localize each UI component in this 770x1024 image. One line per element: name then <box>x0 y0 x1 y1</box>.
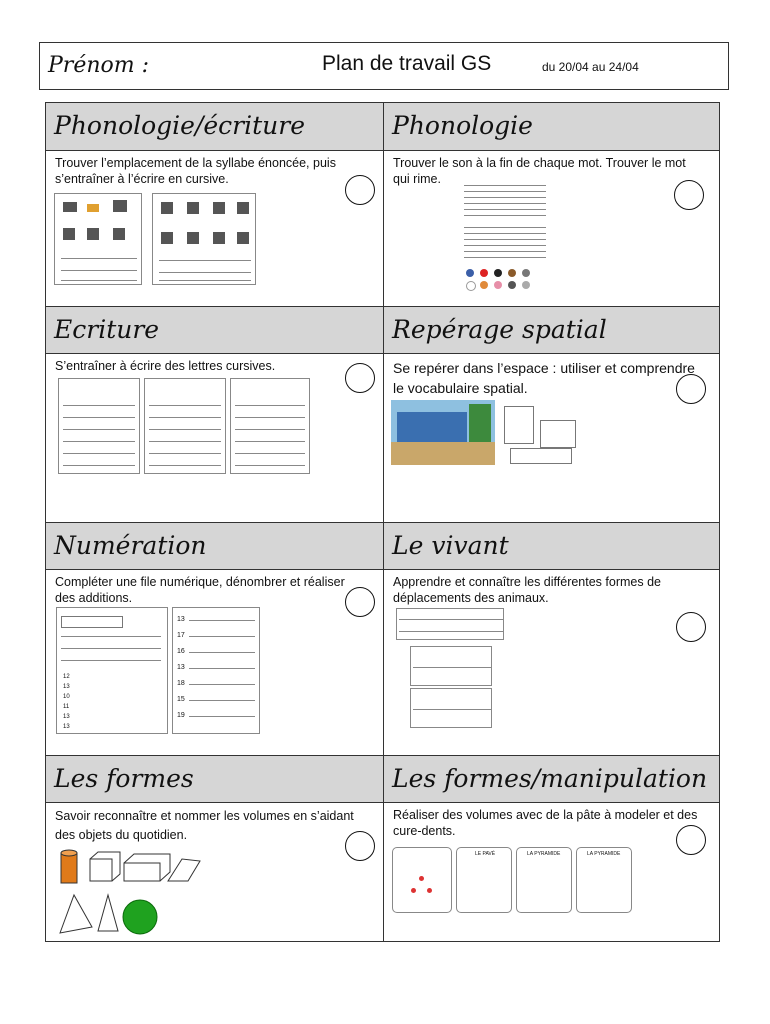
cell-header <box>46 522 383 570</box>
number-label: 13 <box>177 616 185 623</box>
pave-shape <box>124 863 160 881</box>
number-label: 10 <box>63 694 70 700</box>
cell-description: Apprendre et connaître les différentes formes de déplacements des animaux. <box>393 575 661 605</box>
cell-description: S’entraîner à écrire des lettres cursives. <box>55 359 276 373</box>
cell-description: Compléter une file numérique, dénombrer et réaliser des additions. <box>55 575 345 605</box>
cell-header <box>46 306 383 354</box>
work-plan-grid <box>45 102 720 942</box>
manipulation-sheet <box>456 847 512 913</box>
done-checkbox[interactable] <box>345 363 375 393</box>
header-box <box>39 42 729 90</box>
cell-title: Repérage spatial <box>392 315 607 344</box>
manipulation-sheet <box>576 847 632 913</box>
volumes-illustration <box>56 847 236 937</box>
page-title: Plan de travail GS <box>322 52 492 75</box>
cell-title: Numération <box>54 531 207 560</box>
cell-title: Le vivant <box>392 531 509 560</box>
cell-header <box>384 103 719 151</box>
cell-numeration <box>46 522 383 755</box>
number-label: 13 <box>177 664 185 671</box>
number-label: 13 <box>63 684 70 690</box>
sphere-shape <box>123 900 157 934</box>
worksheet-thumbnail <box>396 608 504 640</box>
cell-title: Phonologie <box>392 111 533 140</box>
number-label: 18 <box>177 680 185 687</box>
cell-description: Trouver l’emplacement de la syllabe énoncée, puis s’entraîner à l’écrire en cursive. <box>55 156 336 186</box>
done-checkbox[interactable] <box>676 825 706 855</box>
cell-les-formes-manipulation <box>384 755 719 941</box>
number-label: 19 <box>177 712 185 719</box>
cell-header <box>46 103 383 151</box>
done-checkbox[interactable] <box>674 180 704 210</box>
manipulation-sheet <box>516 847 572 913</box>
cell-description: Se repérer dans l’espace : utiliser et comprendre le vocabulaire spatial. <box>393 360 695 396</box>
worksheet-thumbnail <box>144 378 226 474</box>
worksheet-thumbnail <box>54 193 142 285</box>
cell-header <box>384 306 719 354</box>
done-checkbox[interactable] <box>345 831 375 861</box>
cell-title: Phonologie/écriture <box>54 111 306 140</box>
cell-phonologie-ecriture <box>46 103 383 306</box>
sheet-title: LE PAVÉ <box>475 851 496 857</box>
cell-title: Ecriture <box>54 315 160 344</box>
date-range: du 20/04 au 24/04 <box>542 60 639 74</box>
illustration-room <box>500 400 580 470</box>
done-checkbox[interactable] <box>345 175 375 205</box>
sheet-title: LA PYRAMIDE <box>527 851 561 857</box>
cell-ecriture <box>46 306 383 522</box>
number-label: 15 <box>177 696 185 703</box>
number-label: 17 <box>177 632 185 639</box>
done-checkbox[interactable] <box>345 587 375 617</box>
worksheet-thumbnail <box>58 378 140 474</box>
worksheet-thumbnail <box>410 688 492 728</box>
cell-header <box>384 755 719 803</box>
cell-le-vivant <box>384 522 719 755</box>
cell-description: Réaliser des volumes avec de la pâte à modeler et des cure-dents. <box>393 808 698 838</box>
worksheet-thumbnail <box>172 607 260 734</box>
cell-les-formes <box>46 755 383 941</box>
pyramid-shape <box>60 895 92 933</box>
number-label: 11 <box>63 704 70 710</box>
number-label: 13 <box>63 714 70 720</box>
cell-header <box>384 522 719 570</box>
cell-title: Les formes <box>54 764 194 793</box>
illustration-school <box>391 400 495 465</box>
cell-description: Savoir reconnaître et nommer les volumes en s’aidant des objets du quotidien. <box>55 809 354 842</box>
done-checkbox[interactable] <box>676 612 706 642</box>
cube-shape <box>90 859 112 881</box>
manipulation-sheet <box>392 847 452 913</box>
cell-header <box>46 755 383 803</box>
cylinder-top <box>61 850 77 856</box>
cell-title: Les formes/manipulation <box>392 764 708 793</box>
sheet-title: LA PYRAMIDE <box>587 851 621 857</box>
worksheet-thumbnail <box>460 179 550 291</box>
cylinder-shape <box>61 853 77 883</box>
worksheet-thumbnail <box>56 607 168 734</box>
cell-description: Trouver le son à la fin de chaque mot. Trouver le mot qui rime. <box>393 156 686 186</box>
cone-shape <box>98 895 118 931</box>
cell-phonologie <box>384 103 719 306</box>
worksheet-thumbnail <box>152 193 256 285</box>
number-label: 16 <box>177 648 185 655</box>
cube-edges <box>90 852 120 881</box>
pave-edges <box>124 854 170 881</box>
cell-reperage-spatial <box>384 306 719 522</box>
number-label: 12 <box>63 674 70 680</box>
worksheet-thumbnail <box>410 646 492 686</box>
done-checkbox[interactable] <box>676 374 706 404</box>
worksheet-thumbnail <box>230 378 310 474</box>
prism-shape <box>168 859 200 881</box>
prenom-label: Prénom : <box>48 53 150 78</box>
number-label: 13 <box>63 724 70 730</box>
